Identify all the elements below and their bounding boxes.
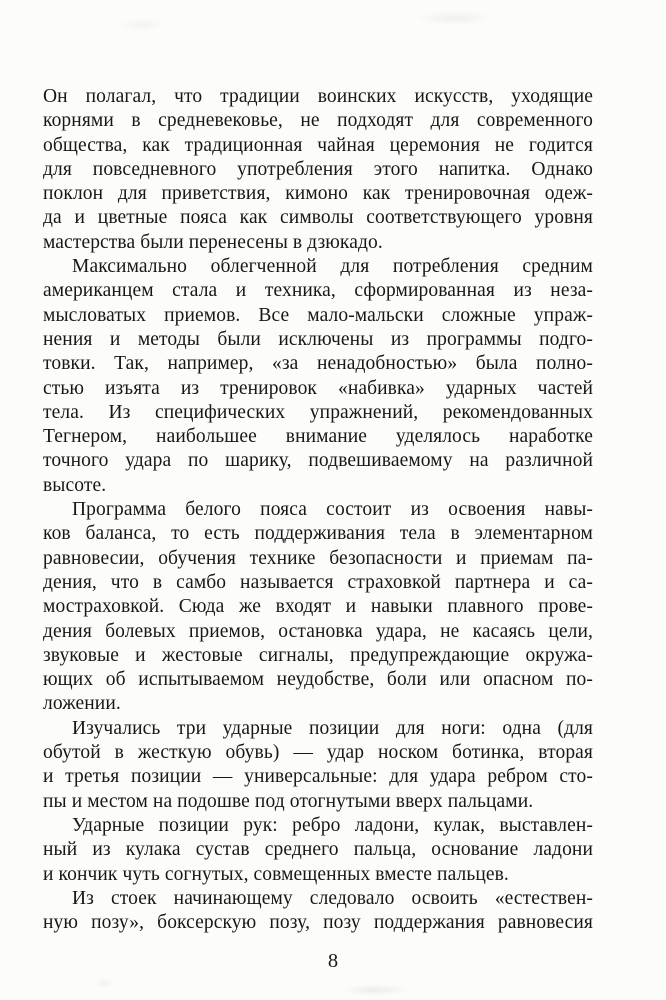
text-line: товки. Так, например, «за ненадобностью» была полно-	[43, 353, 593, 375]
text-line: Он полагал, что традиции воинских искусств, уходящие	[43, 86, 593, 107]
page-number: 8	[327, 950, 339, 972]
paragraph	[43, 255, 593, 498]
text-line: для повседневного употребления этого напитка. Однако	[43, 158, 593, 180]
scan-smudge	[118, 18, 166, 32]
text-line: точного удара по шарику, подвешиваемому на различной	[43, 450, 593, 472]
paragraph	[43, 887, 593, 936]
text-line: да и цветные пояса как символы соответствующего уровня	[43, 207, 593, 229]
text-line: поклон для приветствия, кимоно как тренировочная одеж-	[43, 183, 593, 205]
paragraph	[43, 85, 593, 255]
scan-smudge	[340, 984, 410, 996]
text-line: мысловатых приемов. Все мало-мальски сложные упраж-	[43, 304, 593, 326]
text-line: дения болевых приемов, остановка удара, не касаясь цели,	[43, 620, 593, 642]
text-line: пы и местом на подошве под отогнутыми вверх пальцами.	[43, 790, 534, 812]
text-line: обутой в жесткую обувь) — удар носком ботинка, вторая	[43, 742, 593, 764]
text-line: равновесии, обучения технике безопасности и приемам па-	[43, 547, 593, 569]
paragraph	[43, 717, 593, 814]
text-block	[43, 85, 593, 935]
text-line: мостраховкой. Сюда же входят и навыки плавного прове-	[43, 596, 593, 618]
text-line: звуковые и жестовые сигналы, предупреждающие окружа-	[43, 644, 593, 666]
text-line: высоте.	[43, 474, 107, 496]
text-line: ный из кулака сустав среднего пальца, основание ладони	[43, 839, 593, 861]
text-line: ную позу», боксерскую позу, позу поддержания равновесия	[43, 912, 593, 934]
text-line: общества, как традиционная чайная церемония не годится	[43, 134, 593, 156]
text-line: ложении.	[43, 693, 121, 715]
paragraph	[43, 814, 593, 887]
paragraph	[43, 498, 593, 717]
text-line: Ударные позиции рук: ребро ладони, кулак, выставлен-	[72, 814, 593, 836]
text-line: и кончик чуть согнутых, совмещенных вместе пальцев.	[43, 863, 509, 885]
text-line: нения и методы были исключены из программы подго-	[43, 328, 593, 350]
text-line: Из стоек начинающему следовало освоить «естествен-	[72, 887, 593, 909]
text-line: стью изъята из тренировок «набивка» ударных частей	[43, 377, 593, 399]
text-line: американцем стала и техника, сформированная из неза-	[43, 280, 593, 302]
text-line: ющих об испытываемом неудобстве, боли или опасном по-	[43, 669, 593, 691]
text-line: Изучались три ударные позиции для ноги: одна (для	[72, 717, 593, 739]
text-line: Тегнером, наибольшее внимание уделялось наработке	[43, 426, 593, 448]
text-line: ков баланса, то есть поддерживания тела в элементарном	[43, 523, 593, 545]
text-line: дения, что в самбо называется страховкой партнера и са-	[43, 571, 593, 593]
text-line: тела. Из специфических упражнений, рекомендованных	[43, 401, 593, 423]
text-line: корнями в средневековье, не подходят для современного	[43, 110, 593, 132]
scan-smudge	[96, 978, 114, 988]
scan-smudge	[415, 10, 495, 26]
text-line: Программа белого пояса состоит из освоения навы-	[72, 499, 593, 521]
text-line: и третья позиции — универсальные: для удара ребром сто-	[43, 766, 593, 788]
text-line: мастерства были перенесены в дзюкадо.	[43, 231, 383, 253]
text-line: Максимально облегченной для потребления средним	[72, 256, 593, 278]
